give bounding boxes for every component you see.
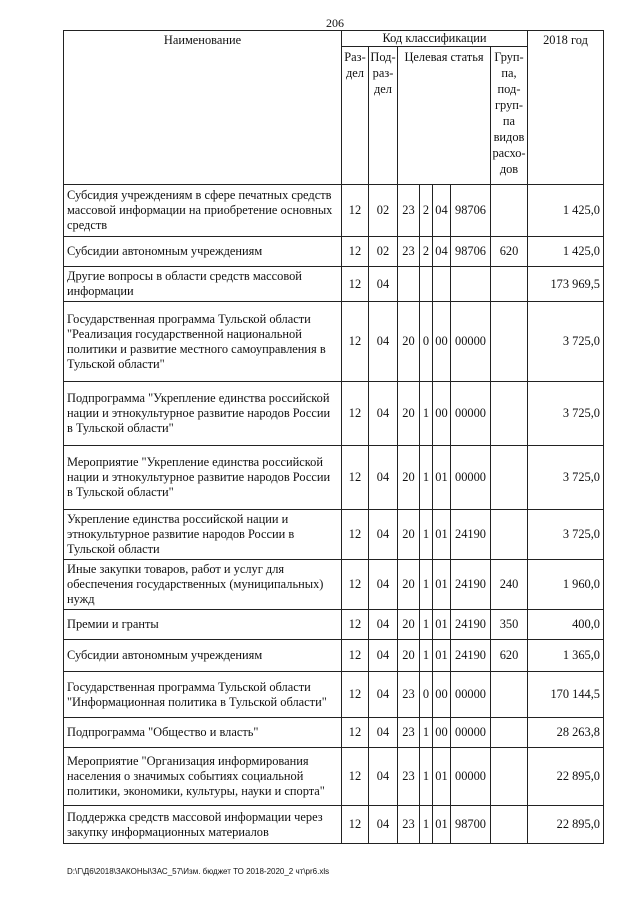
- amount-cell: 22 895,0: [528, 748, 604, 806]
- amount-cell: 1 425,0: [528, 237, 604, 267]
- target-program-cell: 20: [398, 640, 420, 672]
- expense-group-cell: 240: [491, 560, 528, 610]
- target-direction-cell: 00000: [451, 718, 491, 748]
- target-program-cell: 23: [398, 672, 420, 718]
- row-name: Государственная программа Тульской области "Реализация государственной национальной политики и развитие местного самоуправления в Тульской области": [64, 302, 342, 382]
- table-row: [64, 718, 604, 748]
- header-code: Код классификации: [342, 31, 528, 47]
- row-name: Мероприятие "Укрепление единства российской нации и этнокультурное развитие народов России в Тульской области": [64, 446, 342, 510]
- amount-cell: 3 725,0: [528, 382, 604, 446]
- razdel-cell: 12: [342, 237, 369, 267]
- razdel-cell: 12: [342, 718, 369, 748]
- podrazdel-cell: 04: [369, 382, 398, 446]
- target-program-cell: 23: [398, 185, 420, 237]
- header-gruppa: Груп-па, под-груп-па видов расхо-дов: [491, 47, 528, 185]
- expense-group-cell: [491, 446, 528, 510]
- target-program-cell: 20: [398, 560, 420, 610]
- target-subprogram-cell: 1: [420, 560, 433, 610]
- podrazdel-cell: 02: [369, 185, 398, 237]
- table-row: [64, 237, 604, 267]
- target-direction-cell: [451, 267, 491, 302]
- table-row: [64, 267, 604, 302]
- target-subprogram-cell: 1: [420, 510, 433, 560]
- podrazdel-cell: 04: [369, 640, 398, 672]
- target-direction-cell: 00000: [451, 748, 491, 806]
- amount-cell: 1 960,0: [528, 560, 604, 610]
- row-name: Субсидии автономным учреждениям: [64, 640, 342, 672]
- header-razdel: Раз-дел: [342, 47, 369, 185]
- table-row: [64, 560, 604, 610]
- amount-cell: 3 725,0: [528, 510, 604, 560]
- podrazdel-cell: 04: [369, 302, 398, 382]
- expense-group-cell: [491, 748, 528, 806]
- amount-cell: 28 263,8: [528, 718, 604, 748]
- expense-group-cell: [491, 672, 528, 718]
- target-direction-cell: 00000: [451, 672, 491, 718]
- target-subprogram-cell: 0: [420, 302, 433, 382]
- target-event-cell: 01: [433, 610, 451, 640]
- amount-cell: 170 144,5: [528, 672, 604, 718]
- target-direction-cell: 98706: [451, 185, 491, 237]
- expense-group-cell: [491, 185, 528, 237]
- target-event-cell: 01: [433, 446, 451, 510]
- target-event-cell: 00: [433, 718, 451, 748]
- target-program-cell: 20: [398, 446, 420, 510]
- target-direction-cell: 98706: [451, 237, 491, 267]
- target-subprogram-cell: 0: [420, 672, 433, 718]
- razdel-cell: 12: [342, 672, 369, 718]
- page-number: 206: [326, 16, 344, 30]
- amount-cell: 3 725,0: [528, 302, 604, 382]
- podrazdel-cell: 04: [369, 748, 398, 806]
- row-name: Подпрограмма "Укрепление единства российской нации и этнокультурное развитие народов России в Тульской области": [64, 382, 342, 446]
- target-direction-cell: 24190: [451, 610, 491, 640]
- row-name: Субсидия учреждениям в сфере печатных средств массовой информации на приобретение основных средств: [64, 185, 342, 237]
- razdel-cell: 12: [342, 640, 369, 672]
- target-program-cell: 23: [398, 718, 420, 748]
- target-subprogram-cell: 1: [420, 446, 433, 510]
- target-program-cell: 20: [398, 510, 420, 560]
- expense-group-cell: 620: [491, 640, 528, 672]
- podrazdel-cell: 04: [369, 718, 398, 748]
- target-direction-cell: 24190: [451, 640, 491, 672]
- expense-group-cell: [491, 718, 528, 748]
- podrazdel-cell: 04: [369, 446, 398, 510]
- razdel-cell: 12: [342, 806, 369, 844]
- podrazdel-cell: 04: [369, 672, 398, 718]
- target-program-cell: 23: [398, 237, 420, 267]
- budget-table: [63, 30, 604, 844]
- table-row: [64, 640, 604, 672]
- podrazdel-cell: 04: [369, 510, 398, 560]
- target-direction-cell: 00000: [451, 302, 491, 382]
- target-event-cell: [433, 267, 451, 302]
- amount-cell: 3 725,0: [528, 446, 604, 510]
- target-event-cell: 04: [433, 237, 451, 267]
- table-row: [64, 185, 604, 237]
- razdel-cell: 12: [342, 267, 369, 302]
- expense-group-cell: [491, 806, 528, 844]
- target-program-cell: 23: [398, 748, 420, 806]
- table-row: [64, 672, 604, 718]
- row-name: Премии и гранты: [64, 610, 342, 640]
- footer-file-path: D:\Г\Д6\2018\ЗАКОНЫ\ЗАС_57\Изм. бюджет ТО 2018-2020_2 чт\pr6.xls: [67, 867, 330, 876]
- header-podrazdel: Под-раз-дел: [369, 47, 398, 185]
- target-event-cell: 01: [433, 748, 451, 806]
- amount-cell: 400,0: [528, 610, 604, 640]
- podrazdel-cell: 02: [369, 237, 398, 267]
- expense-group-cell: [491, 267, 528, 302]
- row-name: Подпрограмма "Общество и власть": [64, 718, 342, 748]
- table-row: [64, 446, 604, 510]
- expense-group-cell: [491, 302, 528, 382]
- target-subprogram-cell: 1: [420, 748, 433, 806]
- amount-cell: 173 969,5: [528, 267, 604, 302]
- target-program-cell: 20: [398, 610, 420, 640]
- target-event-cell: 00: [433, 302, 451, 382]
- target-subprogram-cell: [420, 267, 433, 302]
- razdel-cell: 12: [342, 510, 369, 560]
- target-event-cell: 04: [433, 185, 451, 237]
- target-event-cell: 00: [433, 382, 451, 446]
- table-body: [64, 185, 604, 844]
- target-direction-cell: 24190: [451, 510, 491, 560]
- expense-group-cell: 620: [491, 237, 528, 267]
- row-name: Государственная программа Тульской области "Информационная политика в Тульской области": [64, 672, 342, 718]
- row-name: Укрепление единства российской нации и этнокультурное развитие народов России в Тульской области: [64, 510, 342, 560]
- target-event-cell: 01: [433, 640, 451, 672]
- target-subprogram-cell: 2: [420, 185, 433, 237]
- razdel-cell: 12: [342, 560, 369, 610]
- amount-cell: 22 895,0: [528, 806, 604, 844]
- target-program-cell: [398, 267, 420, 302]
- podrazdel-cell: 04: [369, 267, 398, 302]
- target-event-cell: 01: [433, 560, 451, 610]
- razdel-cell: 12: [342, 748, 369, 806]
- target-event-cell: 01: [433, 806, 451, 844]
- target-subprogram-cell: 1: [420, 382, 433, 446]
- target-program-cell: 20: [398, 382, 420, 446]
- row-name: Другие вопросы в области средств массовой информации: [64, 267, 342, 302]
- razdel-cell: 12: [342, 302, 369, 382]
- target-direction-cell: 98700: [451, 806, 491, 844]
- header-name: Наименование: [64, 31, 342, 185]
- expense-group-cell: [491, 510, 528, 560]
- podrazdel-cell: 04: [369, 560, 398, 610]
- razdel-cell: 12: [342, 446, 369, 510]
- target-subprogram-cell: 1: [420, 806, 433, 844]
- table-row: [64, 510, 604, 560]
- row-name: Иные закупки товаров, работ и услуг для обеспечения государственных (муниципальных) нужд: [64, 560, 342, 610]
- target-event-cell: 00: [433, 672, 451, 718]
- razdel-cell: 12: [342, 382, 369, 446]
- target-subprogram-cell: 1: [420, 640, 433, 672]
- header-year: 2018 год: [528, 31, 604, 185]
- expense-group-cell: 350: [491, 610, 528, 640]
- table-row: [64, 382, 604, 446]
- razdel-cell: 12: [342, 610, 369, 640]
- header-row-1: [64, 31, 604, 47]
- target-subprogram-cell: 1: [420, 610, 433, 640]
- target-direction-cell: 00000: [451, 446, 491, 510]
- expense-group-cell: [491, 382, 528, 446]
- target-direction-cell: 24190: [451, 560, 491, 610]
- row-name: Субсидии автономным учреждениям: [64, 237, 342, 267]
- row-name: Мероприятие "Организация информирования населения о значимых событиях социальной политики, экономики, культуры, науки и спорта": [64, 748, 342, 806]
- razdel-cell: 12: [342, 185, 369, 237]
- podrazdel-cell: 04: [369, 610, 398, 640]
- target-event-cell: 01: [433, 510, 451, 560]
- header-tselevaya: Целевая статья: [398, 47, 491, 185]
- row-name: Поддержка средств массовой информации через закупку информационных материалов: [64, 806, 342, 844]
- target-program-cell: 20: [398, 302, 420, 382]
- podrazdel-cell: 04: [369, 806, 398, 844]
- table-row: [64, 806, 604, 844]
- target-program-cell: 23: [398, 806, 420, 844]
- target-subprogram-cell: 1: [420, 718, 433, 748]
- table-row: [64, 302, 604, 382]
- amount-cell: 1 365,0: [528, 640, 604, 672]
- amount-cell: 1 425,0: [528, 185, 604, 237]
- target-subprogram-cell: 2: [420, 237, 433, 267]
- target-direction-cell: 00000: [451, 382, 491, 446]
- table-row: [64, 748, 604, 806]
- table-row: [64, 610, 604, 640]
